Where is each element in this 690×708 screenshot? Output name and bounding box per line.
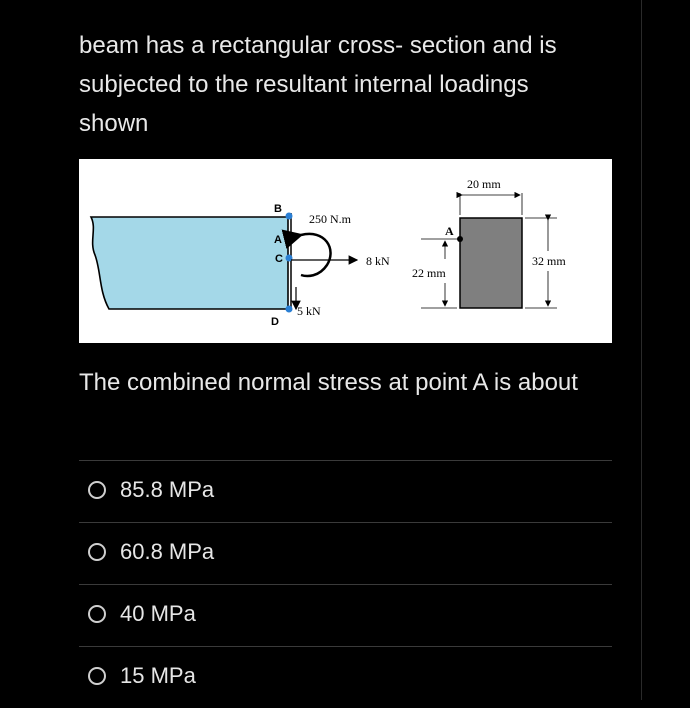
right-edge-line xyxy=(641,0,642,700)
option-label: 60.8 MPa xyxy=(120,539,215,564)
option-4[interactable] xyxy=(79,647,612,708)
section-point-a-marker xyxy=(457,236,463,242)
option-3[interactable] xyxy=(79,585,612,646)
section-label-a: A xyxy=(445,224,454,238)
option-2[interactable] xyxy=(79,523,612,584)
radio-icon[interactable] xyxy=(88,667,106,685)
beam-figure xyxy=(79,159,612,343)
beam-diagram xyxy=(79,159,612,343)
point-a-marker xyxy=(286,236,293,243)
cross-section xyxy=(460,218,522,308)
beam-body xyxy=(91,217,288,309)
label-a: A xyxy=(274,234,282,246)
moment-label: 250 N.m xyxy=(309,212,351,226)
option-label: 40 MPa xyxy=(120,601,196,626)
label-b: B xyxy=(274,203,282,215)
point-d-marker xyxy=(286,306,293,313)
option-label: 15 MPa xyxy=(120,663,196,688)
prompt-text: The combined normal stress at point A is about xyxy=(79,369,578,396)
axial-label: 8 kN xyxy=(366,254,390,268)
width-label: 20 mm xyxy=(467,177,501,191)
option-label: 85.8 MPa xyxy=(120,477,215,502)
question-line-2: subjected to the resultant internal loadings xyxy=(79,71,529,98)
radio-icon[interactable] xyxy=(88,481,106,499)
label-c: C xyxy=(275,253,283,265)
a-dim-label: 22 mm xyxy=(412,266,446,280)
option-1[interactable] xyxy=(79,461,612,522)
radio-icon[interactable] xyxy=(88,605,106,623)
question-text xyxy=(79,26,599,143)
question-line-3: shown xyxy=(79,110,149,137)
height-label: 32 mm xyxy=(532,254,566,268)
radio-icon[interactable] xyxy=(88,543,106,561)
label-d: D xyxy=(271,316,279,328)
point-b-marker xyxy=(286,213,293,220)
question-line-1: beam has a rectangular cross- section and is xyxy=(79,32,557,59)
moment-arc xyxy=(301,234,331,276)
shear-label: 5 kN xyxy=(297,304,321,318)
answer-options xyxy=(79,460,612,708)
